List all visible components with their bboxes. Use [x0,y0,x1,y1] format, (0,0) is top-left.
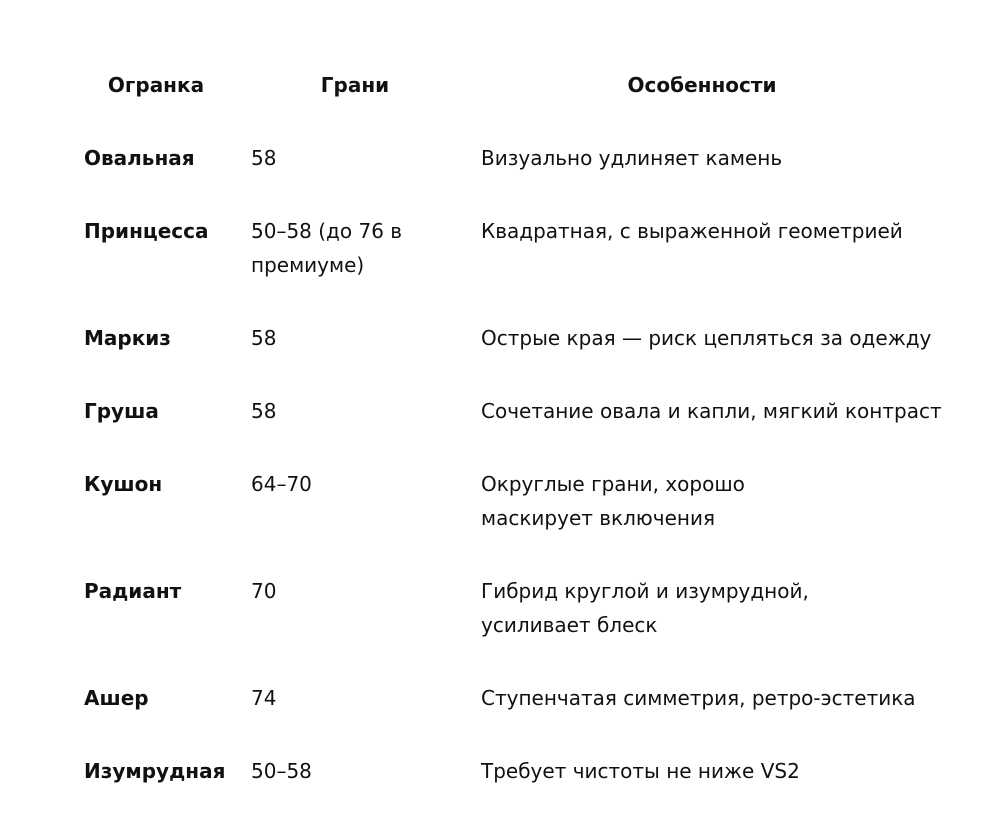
cell-cut: Радиант [84,579,182,603]
cell-features: Острые края — риск цепляться за одежду [481,326,932,350]
cell-cut: Изумрудная [84,759,226,783]
cell-cut: Груша [84,399,159,423]
cell-features: Ступенчатая симметрия, ретро-эстетика [481,686,916,710]
cell-facets: 58 [251,326,277,350]
header-features: Особенности [627,73,777,97]
cell-features: Требует чистоты не ниже VS2 [481,759,800,783]
cell-features: Округлые грани, хорошо маскирует включения [481,472,745,530]
cell-cut: Кушон [84,472,163,496]
cell-features: Визуально удлиняет камень [481,146,783,170]
header-facets: Грани [320,73,390,97]
cell-facets: 50–58 [251,759,312,783]
cell-facets: 58 [251,146,277,170]
cell-cut: Принцесса [84,219,209,243]
cell-facets: 50–58 (до 76 в премиуме) [251,219,403,277]
header-cut: Огранка [107,73,205,97]
cell-facets: 70 [251,579,277,603]
cell-facets: 64–70 [251,472,312,496]
cell-features: Сочетание овала и капли, мягкий контраст [481,399,942,423]
cell-facets: 58 [251,399,277,423]
cell-features: Квадратная, с выраженной геометрией [481,219,903,243]
cell-facets: 74 [251,686,277,710]
cell-cut: Ашер [84,686,149,710]
cell-features: Гибрид круглой и изумрудной, усиливает блеск [481,579,809,637]
cell-cut: Овальная [84,146,195,170]
table-header [0,68,1000,102]
cell-cut: Маркиз [84,326,171,350]
